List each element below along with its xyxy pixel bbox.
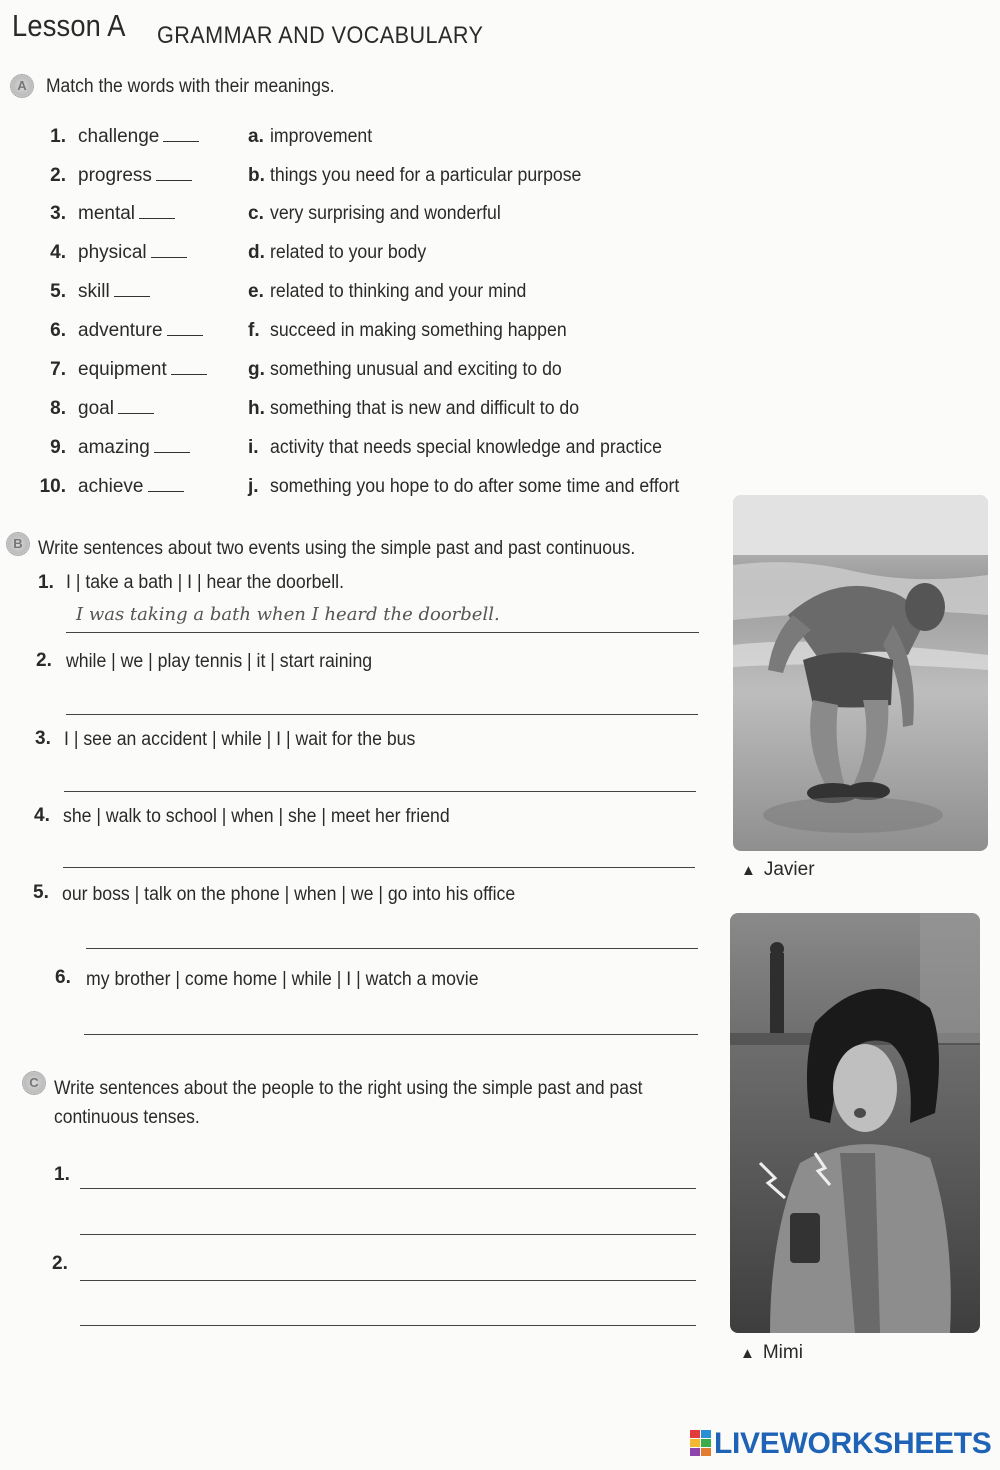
match-word: [78, 359, 207, 381]
triangle-up-icon: ▲: [740, 1345, 755, 1362]
answer-line[interactable]: [66, 714, 698, 715]
word-label: skill: [78, 281, 110, 302]
answer-line[interactable]: [80, 1325, 696, 1326]
lesson-title: Lesson A: [12, 8, 126, 43]
answer-line[interactable]: [63, 867, 695, 868]
match-word: [78, 437, 190, 459]
answer-line[interactable]: [80, 1280, 696, 1281]
match-row: [30, 320, 730, 350]
meaning-letter: b.: [248, 165, 265, 186]
answer-line[interactable]: [80, 1188, 696, 1189]
word-number: 5.: [50, 281, 66, 302]
answer-blank[interactable]: [118, 400, 154, 414]
match-row: [30, 165, 730, 195]
sentence-number: 2.: [52, 1253, 68, 1274]
sentence-number: 3.: [35, 728, 51, 749]
sentence-prompt: I | see an accident | while | I | wait for the bus: [64, 729, 416, 750]
word-label: adventure: [78, 320, 163, 341]
meaning-text: activity that needs special knowledge and practice: [270, 437, 662, 458]
page-header: [12, 8, 141, 44]
section-c-instruction-line2: continuous tenses.: [54, 1107, 200, 1128]
answer-line[interactable]: [64, 791, 696, 792]
example-answer: I was taking a bath when I heard the doorbell.: [76, 604, 500, 625]
sentence-number: 1.: [38, 572, 54, 593]
lesson-subtitle: GRAMMAR AND VOCABULARY: [157, 22, 484, 49]
meaning-letter: i.: [248, 437, 259, 458]
sentence-prompt: our boss | talk on the phone | when | we | go into his office: [62, 884, 516, 905]
word-label: challenge: [78, 126, 160, 147]
section-b-icon: B: [6, 532, 30, 556]
triangle-up-icon: ▲: [741, 862, 756, 879]
match-row: [30, 359, 730, 389]
meaning-text: related to thinking and your mind: [270, 281, 527, 302]
answer-line[interactable]: [86, 948, 698, 949]
answer-line[interactable]: [66, 632, 699, 633]
answer-line[interactable]: [80, 1234, 696, 1235]
word-number: 7.: [50, 359, 66, 380]
sentence-number: 6.: [55, 967, 71, 988]
meaning-letter: a.: [248, 126, 264, 147]
match-word: [78, 476, 184, 498]
word-label: achieve: [78, 476, 144, 497]
meaning-text: things you need for a particular purpose: [270, 165, 582, 186]
word-label: amazing: [78, 437, 150, 458]
javier-illustration: [733, 495, 988, 851]
word-number: 10.: [39, 476, 66, 497]
word-number: 4.: [50, 242, 66, 263]
answer-blank[interactable]: [171, 361, 207, 375]
section-a-icon: A: [10, 74, 34, 98]
section-a-instruction: Match the words with their meanings.: [46, 76, 335, 97]
sentence-prompt: my brother | come home | while | I | watch a movie: [86, 969, 479, 990]
caption-text: Javier: [763, 859, 815, 880]
meaning-text: improvement: [270, 126, 373, 147]
answer-blank[interactable]: [167, 322, 203, 336]
sentence-prompt: she | walk to school | when | she | meet her friend: [63, 806, 450, 827]
answer-line[interactable]: [84, 1034, 698, 1035]
logo-text: LIVEWORKSHEETS: [714, 1427, 992, 1460]
match-row: [30, 203, 730, 233]
meaning-letter: c.: [248, 203, 264, 224]
sentence-number: 5.: [33, 882, 49, 903]
answer-blank[interactable]: [156, 167, 192, 181]
meaning-letter: f.: [248, 320, 260, 341]
javier-photo: [733, 495, 988, 851]
word-label: mental: [78, 203, 136, 224]
match-word: [78, 242, 187, 264]
meaning-text: very surprising and wonderful: [270, 203, 501, 224]
match-row: [30, 281, 730, 311]
meaning-text: something you hope to do after some time and effort: [270, 476, 680, 497]
word-number: 2.: [50, 165, 66, 186]
answer-blank[interactable]: [151, 244, 187, 258]
answer-blank[interactable]: [114, 283, 150, 297]
section-c-instruction-line1: Write sentences about the people to the right using the simple past and past: [54, 1078, 643, 1099]
word-number: 3.: [50, 203, 66, 224]
section-c-icon: C: [22, 1071, 46, 1095]
mimi-illustration: [730, 913, 980, 1333]
match-word: [78, 320, 203, 342]
word-label: progress: [78, 165, 152, 186]
liveworksheets-logo[interactable]: [690, 1427, 992, 1461]
word-number: 6.: [50, 320, 66, 341]
match-word: [78, 398, 154, 420]
meaning-letter: e.: [248, 281, 264, 302]
answer-blank[interactable]: [154, 439, 190, 453]
sentence-number: 2.: [36, 650, 52, 671]
word-label: goal: [78, 398, 114, 419]
word-number: 9.: [50, 437, 66, 458]
match-row: [30, 398, 730, 428]
meaning-letter: h.: [248, 398, 265, 419]
match-word: [78, 281, 150, 303]
sentence-number: 1.: [54, 1164, 70, 1185]
meaning-letter: g.: [248, 359, 265, 380]
match-row: [30, 126, 730, 156]
meaning-text: related to your body: [270, 242, 427, 263]
mimi-caption: [740, 1342, 803, 1364]
match-word: [78, 126, 199, 148]
match-row: [30, 437, 730, 467]
word-label: physical: [78, 242, 147, 263]
match-row: [30, 476, 730, 506]
word-number: 1.: [50, 126, 66, 147]
meaning-letter: j.: [248, 476, 259, 497]
meaning-letter: d.: [248, 242, 265, 263]
sentence-prompt: while | we | play tennis | it | start raining: [66, 651, 373, 672]
match-word: [78, 203, 175, 225]
sentence-prompt: I | take a bath | I | hear the doorbell.: [66, 572, 345, 593]
answer-blank[interactable]: [148, 478, 184, 492]
answer-blank[interactable]: [139, 205, 175, 219]
sentence-number: 4.: [34, 805, 50, 826]
answer-blank[interactable]: [163, 128, 199, 142]
logo-mark-icon: [690, 1430, 712, 1456]
meaning-text: succeed in making something happen: [270, 320, 567, 341]
meaning-text: something that is new and difficult to do: [270, 398, 580, 419]
word-number: 8.: [50, 398, 66, 419]
caption-text: Mimi: [762, 1342, 803, 1363]
word-label: equipment: [78, 359, 167, 380]
section-b-instruction: Write sentences about two events using the simple past and past continuous.: [38, 538, 636, 559]
meaning-text: something unusual and exciting to do: [270, 359, 562, 380]
match-word: [78, 165, 192, 187]
javier-caption: [741, 859, 815, 881]
match-row: [30, 242, 730, 272]
mimi-photo: [730, 913, 980, 1333]
